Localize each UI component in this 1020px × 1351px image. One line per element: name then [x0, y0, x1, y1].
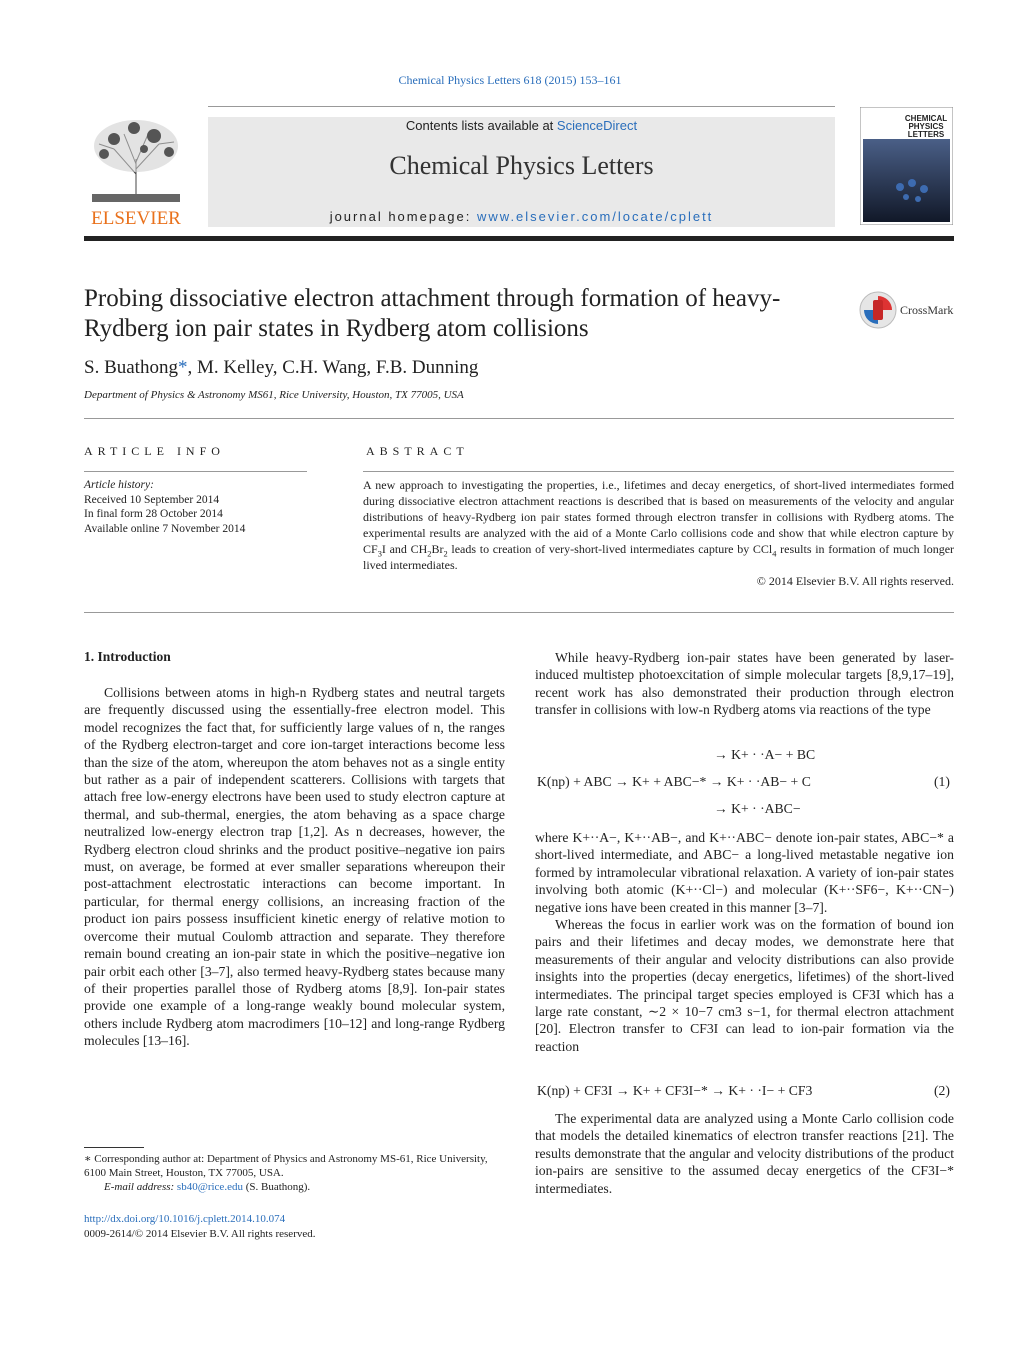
- svg-text:CHEMICAL: CHEMICAL: [904, 114, 948, 123]
- svg-text:PHYSICS: PHYSICS: [908, 122, 944, 131]
- email-link[interactable]: sb40@rice.edu: [176, 1181, 243, 1193]
- paragraph: While heavy-Rydberg ion-pair states have been generated by laser-induced multistep photoexcitation of simple molecular targets [8,9,17–19], recent work has also demonstrated their production through electron transfer in collisions with low-n Rydberg atoms via reactions of the type: [535, 650, 954, 718]
- header-thick-rule: [84, 236, 954, 241]
- equation-2-number: (2): [934, 1083, 950, 1098]
- paragraph: The experimental data are analyzed using a Monte Carlo collision code that models the detailed kinematics of electron transfer reactions [21]. The results demonstrate that the angular and velocity distributions of the product ion-pairs are sensitive to the assumed decay energetics of the CF3I−* intermediates.: [535, 1111, 954, 1196]
- affiliation: Department of Physics & Astronomy MS61, Rice University, Houston, TX 77005, USA: [84, 389, 464, 401]
- divider: [363, 471, 954, 472]
- equation-1-number: (1): [934, 774, 950, 789]
- journal-cover[interactable]: [860, 107, 953, 225]
- article-title: Probing dissociative electron attachment through formation of heavy-Rydberg ion pair states in Rydberg atom collisions: [84, 285, 781, 342]
- section-heading: 1. Introduction: [84, 649, 171, 664]
- doi-block: http://dx.doi.org/10.1016/j.cplett.2014.10.074 0009-2614/© 2014 Elsevier B.V. All rights reserved.: [84, 1213, 316, 1240]
- crossmark-icon: [858, 290, 898, 330]
- divider: [84, 471, 307, 472]
- author-list: S. Buathong*, M. Kelley, C.H. Wang, F.B. Dunning: [84, 357, 479, 378]
- svg-text:LETTERS: LETTERS: [907, 130, 945, 139]
- body-column-right-cont: [535, 829, 954, 1055]
- body-column-left: [84, 684, 505, 1050]
- sciencedirect-link[interactable]: ScienceDirect: [556, 118, 638, 133]
- equation-1-left: K(np) + ABC → K+ + ABC−* → K+ · ·AB− + C: [537, 774, 811, 789]
- equation-2: K(np) + CF3I → K+ + CF3I−* → K+ · ·I− + CF3: [537, 1083, 813, 1098]
- footnote-rule: [84, 1147, 144, 1148]
- abstract-heading: ABSTRACT: [366, 444, 469, 458]
- paragraph: where K+··A−, K+··AB−, and K+··ABC− denote ion-pair states, ABC−* a short-lived intermediate, and ABC− a long-lived metastable negative ion formed by intramolecular vibrational relaxation. A variety of ion-pair states involving both atomic (K+··Cl−) and molecular (K+··SF6−, K+··CN−) negative ions have been created in this manner [3–7].: [535, 830, 954, 915]
- crossmark-label: CrossMark: [900, 303, 954, 317]
- doi-link[interactable]: http://dx.doi.org/10.1016/j.cplett.2014.10.074: [84, 1213, 286, 1225]
- elsevier-logo: [84, 114, 188, 228]
- paragraph: Collisions between atoms in high-n Rydberg states and neutral targets are frequently discussed using the essentially-free electron model. This model recognizes the fact that, for sufficiently large values of n, the ranges of the Rydberg electron-target and core ion-target interactions become less than the size of the atom, whereupon the atom behaves not as a single entity but rather as a pair of independent scatterers. Collisions with targets that attach free low-energy electrons have been used to study electron capture at thermal, and sub-thermal, energies, the atom behaving as a space charge neutralized low-energy electron trap [1,2]. As n decreases, however, the Rydberg electron cloud shrinks and the product positive–negative ion pairs must, on average, be formed at ever smaller separations whereupon their post-attachment electrostatic interactions can become important. In particular, for thermal energy collisions, an increasing fraction of the product ion pairs possess insufficient kinetic energy of relative motion to overcome their mutual Coulomb attraction and separate. They therefore remain bound creating an ion-pair state in which the positive–negative ion pair orbit each other [3–7], also termed heavy-Rydberg states because many of their properties parallel those of Rydberg atoms [8,9]. Ion-pair states provide one example of a long-range weakly bound molecular system, others include Rydberg atom macrodimers [10–12] and long-range Rydberg molecules [13–16].: [84, 685, 505, 1049]
- equation-1-branch-bottom: → K+ · ·ABC−: [714, 801, 801, 816]
- copyright: © 2014 Elsevier B.V. All rights reserved.: [756, 574, 954, 588]
- homepage-line: journal homepage: www.elsevier.com/locate/cplett: [329, 209, 714, 224]
- header-rule: [208, 106, 835, 107]
- crossmark-badge[interactable]: [858, 290, 958, 330]
- body-column-right: [535, 649, 954, 719]
- journal-title: Chemical Physics Letters: [389, 151, 654, 180]
- journal-citation[interactable]: Chemical Physics Letters 618 (2015) 153–161: [398, 73, 622, 87]
- article-history: Article history: Received 10 September 2014 In final form 28 October 2014 Available online 7 November 2014: [84, 479, 246, 535]
- body-column-right-end: [535, 1110, 954, 1197]
- divider: [84, 612, 954, 613]
- elsevier-wordmark: ELSEVIER: [91, 208, 181, 228]
- equation-1-branch-top: → K+ · ·A− + BC: [714, 747, 816, 762]
- contents-line: Contents lists available at ScienceDirect: [405, 118, 638, 133]
- article-info-heading: ARTICLE INFO: [84, 444, 225, 458]
- homepage-link[interactable]: www.elsevier.com/locate/cplett: [477, 209, 714, 224]
- paragraph: Whereas the focus in earlier work was on the formation of bound ion pairs and their lifetimes and decay modes, we demonstrate here that measurements of their angular and velocity distributions can also provide insights into the properties (decay energetics, lifetimes) of the short-lived intermediates. The principal target species employed is CF3I which has a large rate constant, ∼2 × 10−7 cm3 s−1, for thermal electron attachment [20]. Electron transfer to CF3I can lead to ion-pair formation via the reaction: [535, 917, 954, 1054]
- divider: [84, 418, 954, 419]
- corresponding-mark[interactable]: *: [177, 357, 188, 378]
- abstract-text: A new approach to investigating the properties, i.e., lifetimes and decay energetics, of short-lived intermediates formed during dissociative electron attachment reactions is described that is based on measurements of the velocity and angular distributions of heavy-Rydberg ion pair states formed through electron transfer in collisions with Rydberg atoms. The experimental results are analyzed with the aid of a Monte Carlo collisions code and show that while electron capture by $CF_3I$ and $CH_2Br_2$ leads to creation of very-short-lived intermediates capture by CCl$_4$ results in formation of much longer lived intermediates. © 2014 Elsevier B.V. All rights reserved.: [363, 478, 955, 588]
- footnote: ∗ Corresponding author at: Department of Physics and Astronomy MS-61, Rice University, 6100 Main Street, Houston, TX 77005, USA. E-mail address: sb40@rice.edu (S. Buathong).: [84, 1153, 488, 1193]
